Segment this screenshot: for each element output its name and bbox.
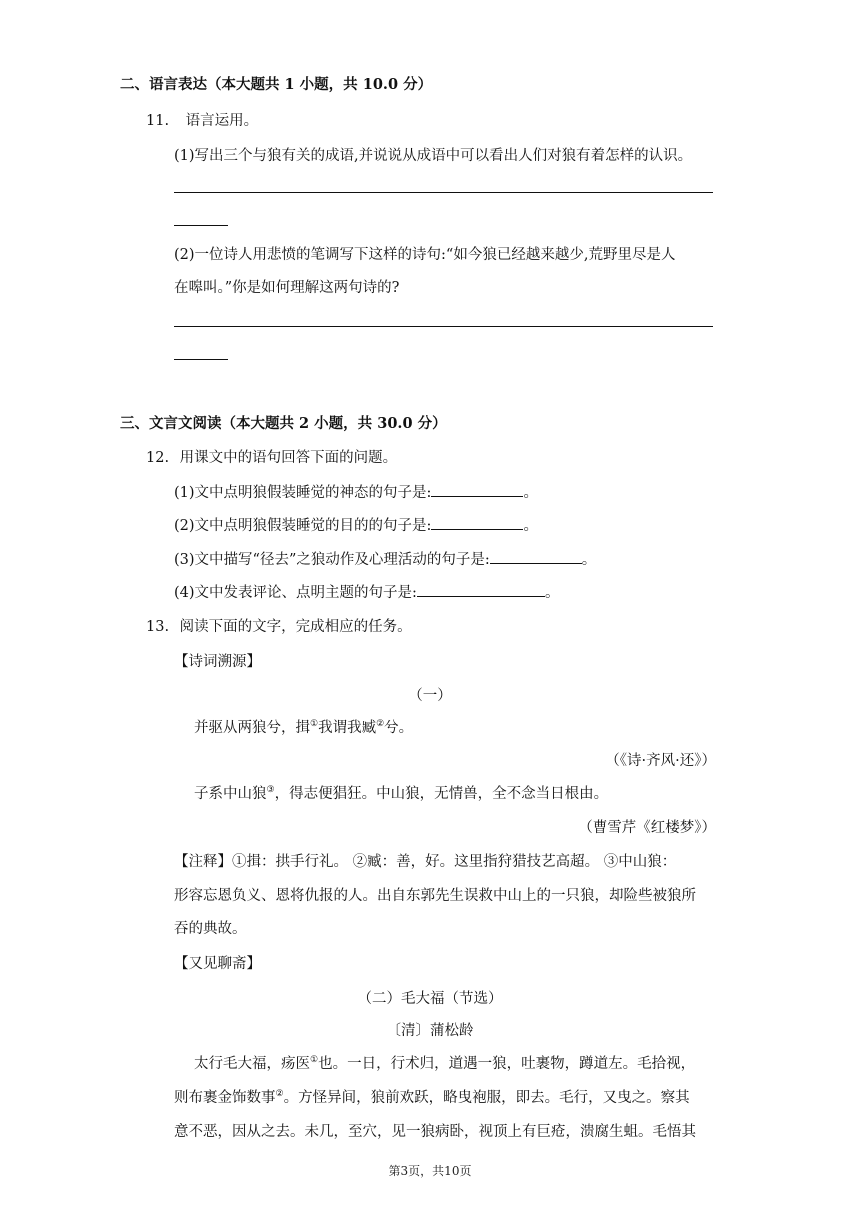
answer-line[interactable] <box>174 192 713 193</box>
fill-blank[interactable] <box>417 582 545 597</box>
q11-part1: (1)写出三个与狼有关的成语,并说说从成语中可以看出人们对狼有着怎样的认识。 <box>174 148 693 164</box>
poem-source2: （曹雪芹《红楼梦》） <box>578 820 716 836</box>
q11-part2-line2: 在嗥叫。”你是如何理解这两句诗的? <box>174 280 400 296</box>
question-number: 13. <box>146 619 170 635</box>
q11-part2-line1: (2)一位诗人用悲愤的笔调写下这样的诗句:“如今狼已经越来越少,荒野里尽是人 <box>174 247 676 263</box>
text-line3: 意不恶，因从之去。未几，至穴，见一狼病卧，视顶上有巨疮，溃腐生蛆。毛悟其 <box>174 1124 696 1140</box>
annotation-line2: 形容忘恩负义、恩将仇报的人。出自东郭先生误救中山上的一只狼，却险些被狼所 <box>174 888 696 904</box>
text-line1: 太行毛大福，疡医①也。一日，行术归，道遇一狼，吐裹物，蹲道左。毛拾视， <box>194 1055 696 1072</box>
annotation-line1: 【注释】①揖：拱手行礼。 ②臧：善，好。这里指狩猎技艺高超。 ③中山狼： <box>174 854 677 870</box>
poem-source1: （《诗·齐风·还》） <box>605 753 716 769</box>
q12-item2: (2)文中点明狼假装睡觉的目的的句子是: 。 <box>174 514 538 535</box>
q12-item3: (3)文中描写“径去”之狼动作及心理活动的句子是: 。 <box>174 548 596 569</box>
page-footer: 第3页，共10页 <box>388 1164 472 1178</box>
text-line2: 则布裹金饰数事②。方怪异间，狼前欢跃，略曳袍服，即去。毛行，又曳之。察其 <box>174 1089 690 1106</box>
question-stem: 用课文中的语句回答下面的问题。 <box>179 450 398 466</box>
q12-item1: (1)文中点明狼假装睡觉的神态的句子是: 。 <box>174 481 538 502</box>
question-stem: 阅读下面的文字，完成相应的任务。 <box>179 619 412 635</box>
section-title-classical: 三、文言文阅读（本大题共 2 小题，共 30.0 分） <box>120 415 447 432</box>
part2-heading: （二）毛大福（节选） <box>357 991 503 1007</box>
question-number: 12. <box>146 450 170 466</box>
answer-line[interactable] <box>174 326 713 327</box>
section-title-language: 二、语言表达（本大题共 1 小题，共 10.0 分） <box>120 76 433 93</box>
question-stem: 语言运用。 <box>185 113 259 129</box>
answer-line-end[interactable] <box>174 359 228 360</box>
annotation-line3: 吞的典故。 <box>174 921 247 937</box>
tag-poem-source: 【诗词溯源】 <box>174 654 261 670</box>
question-13 <box>146 615 412 636</box>
answer-line-end[interactable] <box>174 225 228 226</box>
q12-item4: (4)文中发表评论、点明主题的句子是: 。 <box>174 581 559 602</box>
question-number: 11. <box>146 113 170 129</box>
part1-heading: （一） <box>408 688 452 704</box>
fill-blank[interactable] <box>431 515 523 530</box>
poem-line2: 子系中山狼③，得志便猖狂。中山狼，无情兽，全不念当日根由。 <box>194 785 609 802</box>
tag-liaozhai: 【又见聊斋】 <box>174 956 261 972</box>
question-11 <box>146 109 258 130</box>
question-12 <box>146 446 397 467</box>
poem-line1: 并驱从两狼兮，揖①我谓我臧②兮。 <box>194 719 414 736</box>
author-line: 〔清〕蒲松龄 <box>386 1023 474 1039</box>
fill-blank[interactable] <box>490 549 582 564</box>
fill-blank[interactable] <box>431 482 523 497</box>
